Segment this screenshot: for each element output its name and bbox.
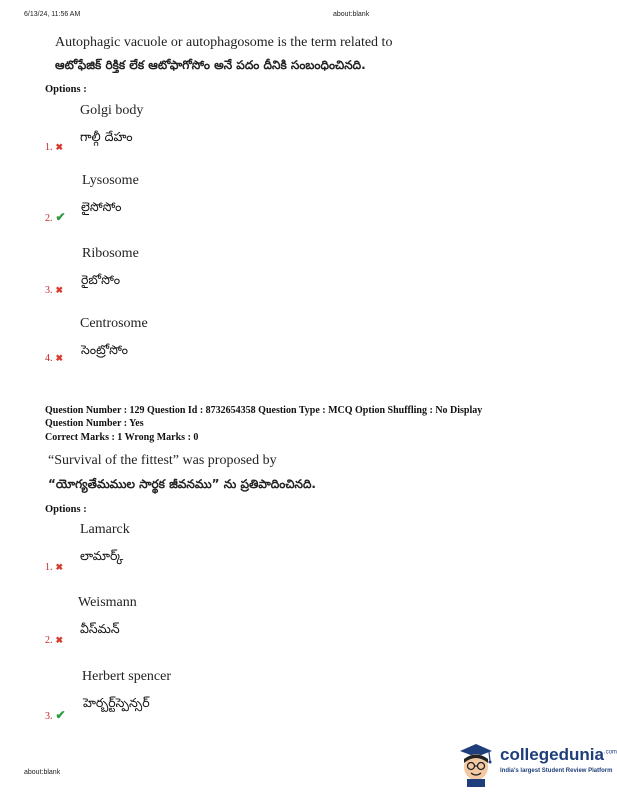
question-text-telugu: ఆటోఫేజిక్ రిక్తిక లేక ఆటోఫాగోసోం అనే పదం దీనికి సంబంధించినది. <box>55 58 366 72</box>
question-text-english: “Survival of the fittest” was proposed by <box>48 453 277 468</box>
option-4-number: 4. ✖ <box>45 353 64 364</box>
option-2-telugu: లైసోసోం <box>81 199 122 214</box>
print-footer-url: about:blank <box>24 769 61 776</box>
option-1-english: Golgi body <box>80 103 144 118</box>
option-1-telugu: గాల్గీ దేహం <box>80 129 133 144</box>
wrong-mark-icon: ✖ <box>55 285 64 295</box>
wrong-mark-icon: ✖ <box>55 562 64 572</box>
question-text-english: Autophagic vacuole or autophagosome is the term related to <box>55 35 393 50</box>
option-3-english: Herbert spencer <box>82 669 172 684</box>
wrong-mark-icon: ✖ <box>55 635 64 645</box>
option-1-telugu: లామార్క్ <box>80 548 124 563</box>
logo-tagline: India's largest Student Review Platform <box>500 768 613 774</box>
options-label: Options : <box>45 84 87 95</box>
option-2-english: Weismann <box>78 595 137 610</box>
question-marks-line: Correct Marks : 1 Wrong Marks : 0 <box>45 432 199 443</box>
option-3-telugu: రైబోసోం <box>81 272 121 287</box>
collegedunia-logo <box>456 741 617 789</box>
correct-mark-icon: ✔ <box>55 210 66 224</box>
option-3-telugu: హెర్బర్ట్‌స్పెన్సర్ <box>83 695 150 710</box>
student-mascot-icon <box>456 741 498 787</box>
question-meta-line2: Question Number : Yes <box>45 418 144 429</box>
option-3-english: Ribosome <box>82 246 139 261</box>
option-2-number: 2. ✖ <box>45 635 64 646</box>
correct-mark-icon: ✔ <box>55 708 66 722</box>
option-4-english: Centrosome <box>80 316 148 331</box>
option-4-telugu: సెంట్రోసోం <box>81 342 129 357</box>
question-text-telugu: “యోగ్యతేమముల సార్థక జీవనము” ను ప్రతిపాదించినది. <box>48 477 316 491</box>
option-3-number: 3. ✖ <box>45 285 64 296</box>
option-2-number: 2. ✔ <box>45 210 66 224</box>
print-datetime: 6/13/24, 11:56 AM <box>24 11 81 18</box>
wrong-mark-icon: ✖ <box>55 142 64 152</box>
option-1-number: 1. ✖ <box>45 562 64 573</box>
option-2-english: Lysosome <box>82 173 139 188</box>
option-3-number: 3. ✔ <box>45 708 66 722</box>
option-1-english: Lamarck <box>80 522 130 537</box>
print-page-url: about:blank <box>333 11 370 18</box>
option-1-number: 1. ✖ <box>45 142 64 153</box>
options-label: Options : <box>45 504 87 515</box>
option-2-telugu: వీస్‌మన్ <box>80 621 120 636</box>
question-meta-line1: Question Number : 129 Question Id : 8732654358 Question Type : MCQ Option Shuffling : No Display <box>45 405 483 416</box>
wrong-mark-icon: ✖ <box>55 353 64 363</box>
logo-wordmark: collegedunia$^{.com}$ <box>500 745 617 764</box>
